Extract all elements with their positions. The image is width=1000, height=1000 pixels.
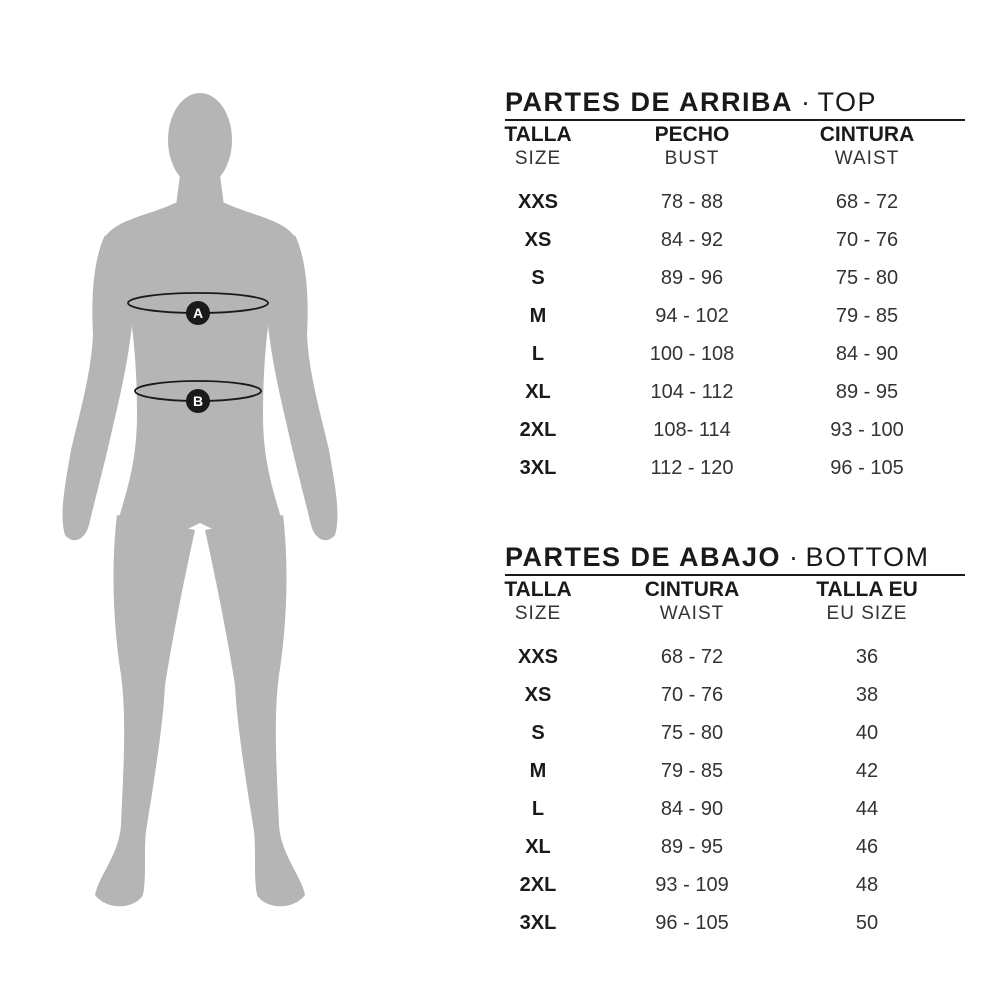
- size-cell: S: [531, 267, 545, 289]
- bottom-title-es: PARTES DE ABAJO: [505, 542, 782, 572]
- waist-cell: 68 - 72: [660, 646, 724, 668]
- head-shape: [168, 93, 232, 187]
- size-cell: XL: [525, 836, 551, 858]
- size-cell: 2XL: [519, 874, 557, 896]
- eu-size-cell: 36: [855, 646, 879, 668]
- size-cell: XS: [524, 229, 552, 251]
- bust-cell: 108- 114: [653, 419, 731, 441]
- top-table-title: [505, 86, 965, 121]
- bottom-table-title: [505, 541, 965, 576]
- waist-cell: 89 - 95: [660, 836, 724, 858]
- table-row: [505, 794, 965, 832]
- header-es: CINTURA: [644, 578, 740, 601]
- header-en: WAIST: [659, 603, 725, 624]
- bust-cell: 104 - 112: [650, 381, 734, 403]
- bust-cell: 89 - 96: [660, 267, 724, 289]
- top-size-table: [505, 86, 965, 491]
- table-row: [505, 263, 965, 301]
- top-header-size: [504, 123, 571, 171]
- top-table-header: [505, 123, 965, 179]
- body-silhouette-figure: [55, 85, 345, 915]
- size-cell: 2XL: [519, 419, 557, 441]
- waist-cell: 75 - 80: [660, 722, 724, 744]
- table-row: [505, 680, 965, 718]
- torso-shape: [99, 203, 301, 535]
- eu-size-cell: 40: [855, 722, 879, 744]
- bottom-header-waist: [645, 578, 740, 626]
- table-row: [505, 415, 965, 453]
- size-cell: 3XL: [519, 912, 557, 934]
- size-cell: XXS: [517, 646, 559, 668]
- header-en: EU SIZE: [826, 603, 908, 624]
- header-es: PECHO: [654, 123, 730, 146]
- table-row: [505, 832, 965, 870]
- size-cell: L: [531, 798, 545, 820]
- bottom-header-size: [504, 578, 571, 626]
- bust-cell: 84 - 92: [660, 229, 724, 251]
- eu-size-cell: 46: [855, 836, 879, 858]
- waist-cell: 79 - 85: [835, 305, 899, 327]
- waist-cell: 70 - 76: [835, 229, 899, 251]
- eu-size-cell: 42: [855, 760, 879, 782]
- bottom-table-rows: [505, 642, 965, 946]
- table-row: [505, 187, 965, 225]
- left-leg-shape: [95, 515, 195, 906]
- table-row: [505, 870, 965, 908]
- size-cell: XXS: [517, 191, 559, 213]
- waist-cell: 79 - 85: [660, 760, 724, 782]
- eu-size-cell: 50: [855, 912, 879, 934]
- table-row: [505, 339, 965, 377]
- table-row: [505, 908, 965, 946]
- bottom-title-separator: ·: [789, 542, 800, 572]
- size-cell: M: [529, 305, 547, 327]
- bust-cell: 94 - 102: [655, 305, 729, 327]
- header-en: WAIST: [834, 148, 900, 169]
- waist-cell: 70 - 76: [660, 684, 724, 706]
- body-silhouette: [55, 85, 345, 915]
- waist-cell: 96 - 105: [830, 457, 904, 479]
- bottom-title-en: BOTTOM: [805, 542, 930, 572]
- bust-cell: 78 - 88: [660, 191, 724, 213]
- table-row: [505, 642, 965, 680]
- size-cell: L: [531, 343, 545, 365]
- table-row: [505, 377, 965, 415]
- header-en: BUST: [664, 148, 720, 169]
- waist-cell: 96 - 105: [655, 912, 729, 934]
- bottom-table-header: [505, 578, 965, 634]
- header-en: SIZE: [514, 148, 562, 169]
- silhouette-shape: [63, 93, 338, 906]
- bottom-size-table: [505, 541, 965, 946]
- bust-cell: 100 - 108: [649, 343, 735, 365]
- header-es: TALLA EU: [816, 578, 918, 601]
- size-cell: 3XL: [519, 457, 557, 479]
- right-leg-shape: [205, 515, 305, 906]
- table-row: [505, 453, 965, 491]
- eu-size-cell: 44: [855, 798, 879, 820]
- top-header-bust: [655, 123, 730, 171]
- header-en: SIZE: [514, 603, 562, 624]
- bust-cell: 112 - 120: [650, 457, 734, 479]
- waist-cell: 84 - 90: [660, 798, 724, 820]
- waist-cell: 68 - 72: [835, 191, 899, 213]
- table-row: [505, 301, 965, 339]
- waist-cell: 89 - 95: [835, 381, 899, 403]
- size-cell: XL: [525, 381, 551, 403]
- eu-size-cell: 38: [855, 684, 879, 706]
- top-header-waist: [820, 123, 915, 171]
- top-title-separator: ·: [801, 87, 812, 117]
- header-es: CINTURA: [819, 123, 915, 146]
- size-cell: XS: [524, 684, 552, 706]
- waist-cell: 75 - 80: [835, 267, 899, 289]
- header-es: TALLA: [504, 578, 572, 601]
- top-title-es: PARTES DE ARRIBA: [505, 87, 794, 117]
- table-row: [505, 756, 965, 794]
- waist-cell: 93 - 100: [830, 419, 904, 441]
- waist-cell: 84 - 90: [835, 343, 899, 365]
- top-title-en: TOP: [817, 87, 878, 117]
- table-row: [505, 225, 965, 263]
- top-table-rows: [505, 187, 965, 491]
- size-cell: M: [529, 760, 547, 782]
- size-cell: S: [531, 722, 545, 744]
- header-es: TALLA: [504, 123, 572, 146]
- bottom-header-eu-size: [816, 578, 917, 626]
- table-row: [505, 718, 965, 756]
- marker-a-label: A: [192, 305, 204, 321]
- marker-b-label: B: [192, 393, 204, 409]
- eu-size-cell: 48: [855, 874, 879, 896]
- waist-cell: 93 - 109: [655, 874, 729, 896]
